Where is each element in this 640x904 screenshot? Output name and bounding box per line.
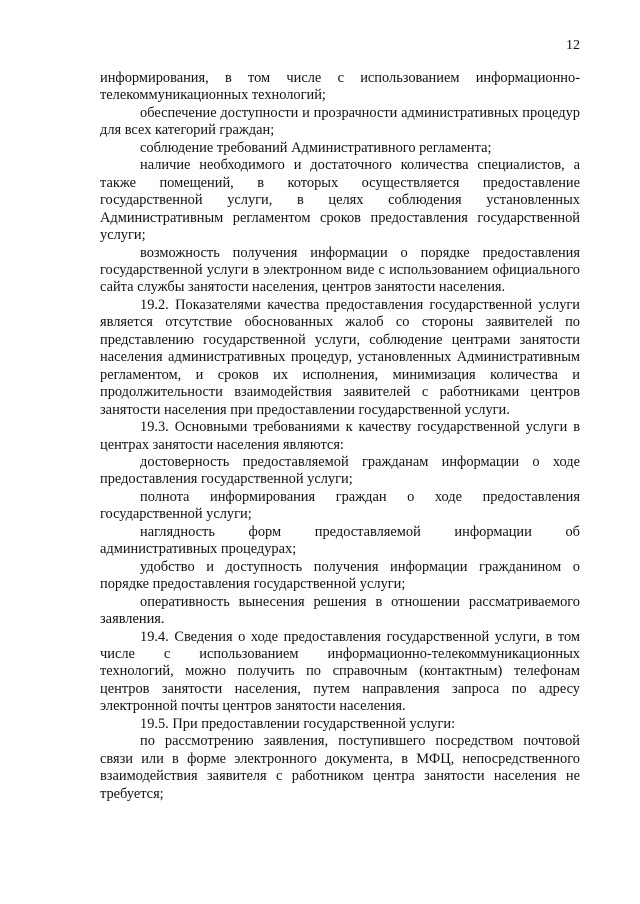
paragraph: возможность получения информации о порядке предоставления государственной услуги в электронном виде с использованием официального сайта службы занятости населения, центров занятости населения.	[100, 244, 580, 296]
paragraph: 19.3. Основными требованиями к качеству государственной услуги в центрах занятости населения являются:	[100, 419, 580, 453]
paragraph: 19.5. При предоставлении государственной услуги:	[140, 715, 456, 732]
paragraph: 19.2. Показателями качества предоставления государственной услуги является отсутствие обоснованных жалоб со стороны заявителей по представлению государственной услуги, соблюдение центрами занятости населения административных процедур, установленных Административным регламентом, и сроков их исполнения, минимизация количества и продолжительности взаимодействия заявителей с работниками центров занятости населения при предоставлении государственной услуги.	[100, 296, 580, 418]
paragraph: соблюдение требований Административного регламента;	[140, 139, 492, 156]
paragraph: наглядность форм предоставляемой информации об административных процедурах;	[100, 523, 580, 558]
paragraph: наличие необходимого и достаточного количества специалистов, а также помещений, в которых осуществляется предоставление государственной услуги, в целях соблюдения установленных Административным регламентом сроков предоставления государственной услуги;	[100, 157, 580, 244]
paragraph: оперативность вынесения решения в отношении рассматриваемого заявления.	[100, 593, 580, 628]
paragraph: 19.4. Сведения о ходе предоставления государственной услуги, в том числе с использованием информационно-телекоммуникационных технологий, можно получить по справочным (контактным) телефонам центров занятости населения, путем направления запроса по адресу электронной почты центров занятости населения.	[100, 628, 580, 715]
body-text	[100, 70, 580, 803]
paragraph: достоверность предоставляемой гражданам информации о ходе предоставления государственной услуги;	[100, 453, 580, 488]
paragraph: информирования, в том числе с использованием информационно-телекоммуникационных технологий;	[100, 70, 580, 104]
paragraph: полнота информирования граждан о ходе предоставления государственной услуги;	[100, 488, 580, 523]
paragraph: по рассмотрению заявления, поступившего посредством почтовой связи или в форме электронного документа, в МФЦ, непосредственного взаимодействия заявителя с работником центра занятости населения не требуется;	[100, 733, 580, 802]
paragraph: обеспечение доступности и прозрачности административных процедур для всех категорий граждан;	[100, 104, 580, 139]
paragraph: удобство и доступность получения информации гражданином о порядке предоставления государственной услуги;	[100, 558, 580, 593]
page-number: 12	[566, 38, 580, 53]
